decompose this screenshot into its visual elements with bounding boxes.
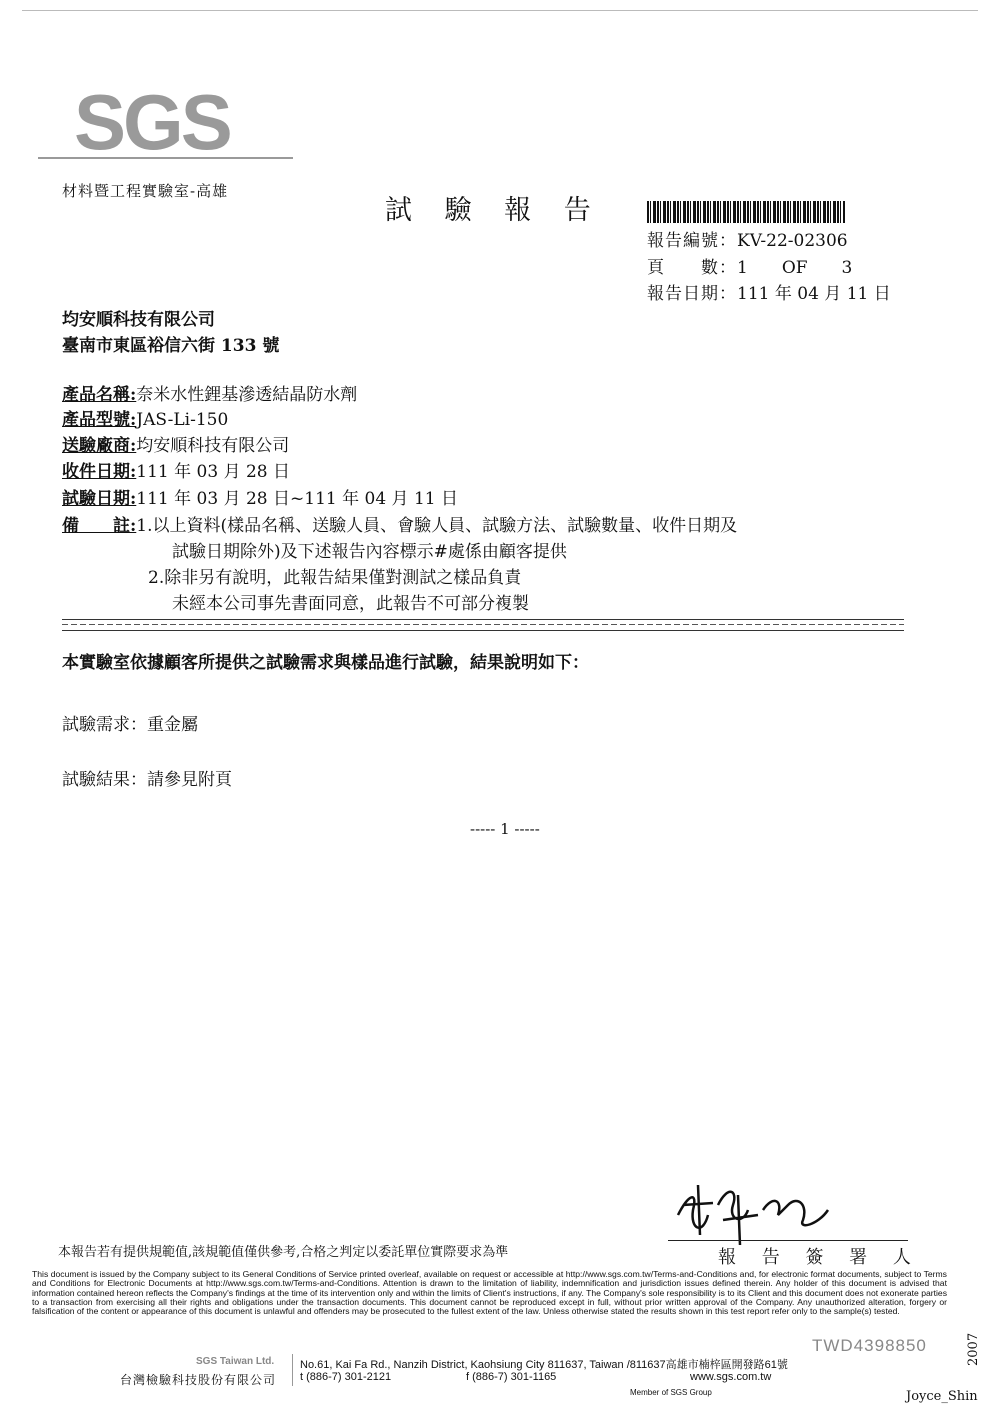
test-requirement: 試驗需求：重金屬 bbox=[62, 715, 198, 735]
company-phone: t (886-7) 301-2121 bbox=[300, 1371, 392, 1383]
preparer-initials: Joyce_Shin bbox=[906, 1389, 978, 1404]
received-date-row bbox=[62, 457, 290, 482]
page-count: 1 OF 3 bbox=[737, 258, 853, 278]
product-name-row bbox=[62, 380, 357, 405]
page-marker: ----- 1 ----- bbox=[470, 820, 540, 838]
footer-divider bbox=[292, 1354, 293, 1386]
company-address: No.61, Kai Fa Rd., Nanzih District, Kaohsiung City 811637, Taiwan /811637高雄市楠梓區開發路61號 bbox=[300, 1359, 788, 1371]
product-name: 奈米水性鋰基滲透結晶防水劑 bbox=[136, 385, 358, 405]
test-date: 111 年 03 月 28 日~111 年 04 月 11 日 bbox=[136, 489, 458, 509]
remarks-label: 備 註: bbox=[62, 516, 137, 536]
received-date: 111 年 03 月 28 日 bbox=[136, 462, 291, 482]
product-name-label: 產品名稱: bbox=[62, 385, 137, 405]
submitter-row bbox=[62, 431, 289, 456]
terms-part-3: . Attention is drawn to the limitation of liability, indemnification and jurisdiction issues defined therein. Any holder of this document is advised that information contained hereon reflects the Company's findings at the time of its intervention only and within the limits of Client's instructions, if any. The Company's sole responsibility is to its Client and this document does not exonerate parties to a transaction from exercising all their rights and obligations under the transaction documents. This document cannot be reproduced except in full, without prior written approval of the Company. Any unauthorized alteration, forgery or falsification of the content or appearance of this document is unlawful and offenders may be prosecuted to the fullest extent of the law. Unless otherwise stated the results shown in this test report refer only to the sample(s) tested. bbox=[32, 1278, 947, 1317]
terms-part-1: This document is issued by the Company subject to its General Conditions of Service printed overleaf, available on request or accessible at bbox=[32, 1269, 566, 1279]
client-name: 均安順科技有限公司 bbox=[62, 310, 215, 330]
report-number: KV-22-02306 bbox=[737, 231, 848, 251]
member-of-sgs: Member of SGS Group bbox=[630, 1388, 712, 1397]
remark-1a: 1.以上資料(樣品名稱、送驗人員、會驗人員、試驗方法、試驗數量、收件日期及 bbox=[136, 516, 738, 536]
remark-2b: 未經本公司事先書面同意，此報告不可部分複製 bbox=[172, 594, 529, 614]
test-date-row bbox=[62, 484, 458, 509]
report-number-label: 報告編號： bbox=[647, 231, 737, 251]
page-count-label: 頁 數： bbox=[647, 258, 737, 278]
test-result: 試驗結果：請參見附頁 bbox=[62, 770, 232, 790]
product-model-row bbox=[62, 405, 228, 430]
remark-1b: 試驗日期除外)及下述報告內容標示#處係由顧客提供 bbox=[172, 542, 567, 562]
product-model: JAS-Li-150 bbox=[136, 410, 229, 430]
barcode-image bbox=[647, 201, 845, 223]
received-date-label: 收件日期: bbox=[62, 462, 137, 482]
test-date-label: 試驗日期: bbox=[62, 489, 137, 509]
double-separator bbox=[62, 619, 904, 631]
report-date-row bbox=[647, 279, 891, 304]
top-border bbox=[22, 10, 978, 11]
client-address: 臺南市東區裕信六街 133 號 bbox=[62, 336, 280, 356]
company-name-cn: 台灣檢驗科技股份有限公司 bbox=[120, 1373, 277, 1387]
report-title: 試 驗 報 告 bbox=[385, 195, 603, 226]
product-model-label: 產品型號: bbox=[62, 410, 137, 430]
sgs-logo bbox=[68, 78, 230, 172]
page-count-row bbox=[647, 253, 852, 278]
submitter-label: 送驗廠商: bbox=[62, 436, 137, 456]
submitter: 均安順科技有限公司 bbox=[136, 436, 290, 456]
spec-disclaimer: 本報告若有提供規範值,該規範值僅供參考,合格之判定以委託單位實際要求為準 bbox=[58, 1245, 509, 1260]
terms-paragraph bbox=[32, 1270, 947, 1316]
company-name-en: SGS Taiwan Ltd. bbox=[196, 1356, 275, 1367]
terms-link-2[interactable]: http://www.sgs.com.tw/Terms-and-Conditions bbox=[206, 1278, 378, 1289]
logo-underline bbox=[38, 157, 293, 159]
form-year: 2007 bbox=[966, 1332, 981, 1366]
company-website[interactable]: www.sgs.com.tw bbox=[690, 1371, 772, 1383]
sgs-logo-text: SGS bbox=[74, 78, 230, 166]
report-number-row bbox=[647, 226, 848, 251]
report-date-label: 報告日期： bbox=[647, 284, 737, 304]
remarks-row bbox=[62, 511, 737, 536]
signer-label: 報 告 簽 署 人 bbox=[718, 1247, 921, 1268]
serial-number: TWD4398850 bbox=[812, 1336, 927, 1355]
report-date: 111 年 04 月 11 日 bbox=[737, 284, 891, 304]
remark-2a: 2.除非另有說明，此報告結果僅對測試之樣品負責 bbox=[148, 568, 522, 588]
intro-text: 本實驗室依據顧客所提供之試驗需求與樣品進行試驗，結果說明如下： bbox=[62, 653, 589, 673]
company-fax: f (886-7) 301-1165 bbox=[466, 1371, 557, 1383]
terms-part-2: and, for electronic format documents, subject to Terms and Conditions for Electronic Documents at bbox=[32, 1269, 947, 1289]
terms-link-1[interactable]: http://www.sgs.com.tw/Terms-and-Conditions bbox=[565, 1269, 738, 1279]
lab-name: 材料暨工程實驗室-高雄 bbox=[62, 182, 229, 200]
signature-line bbox=[668, 1240, 908, 1241]
